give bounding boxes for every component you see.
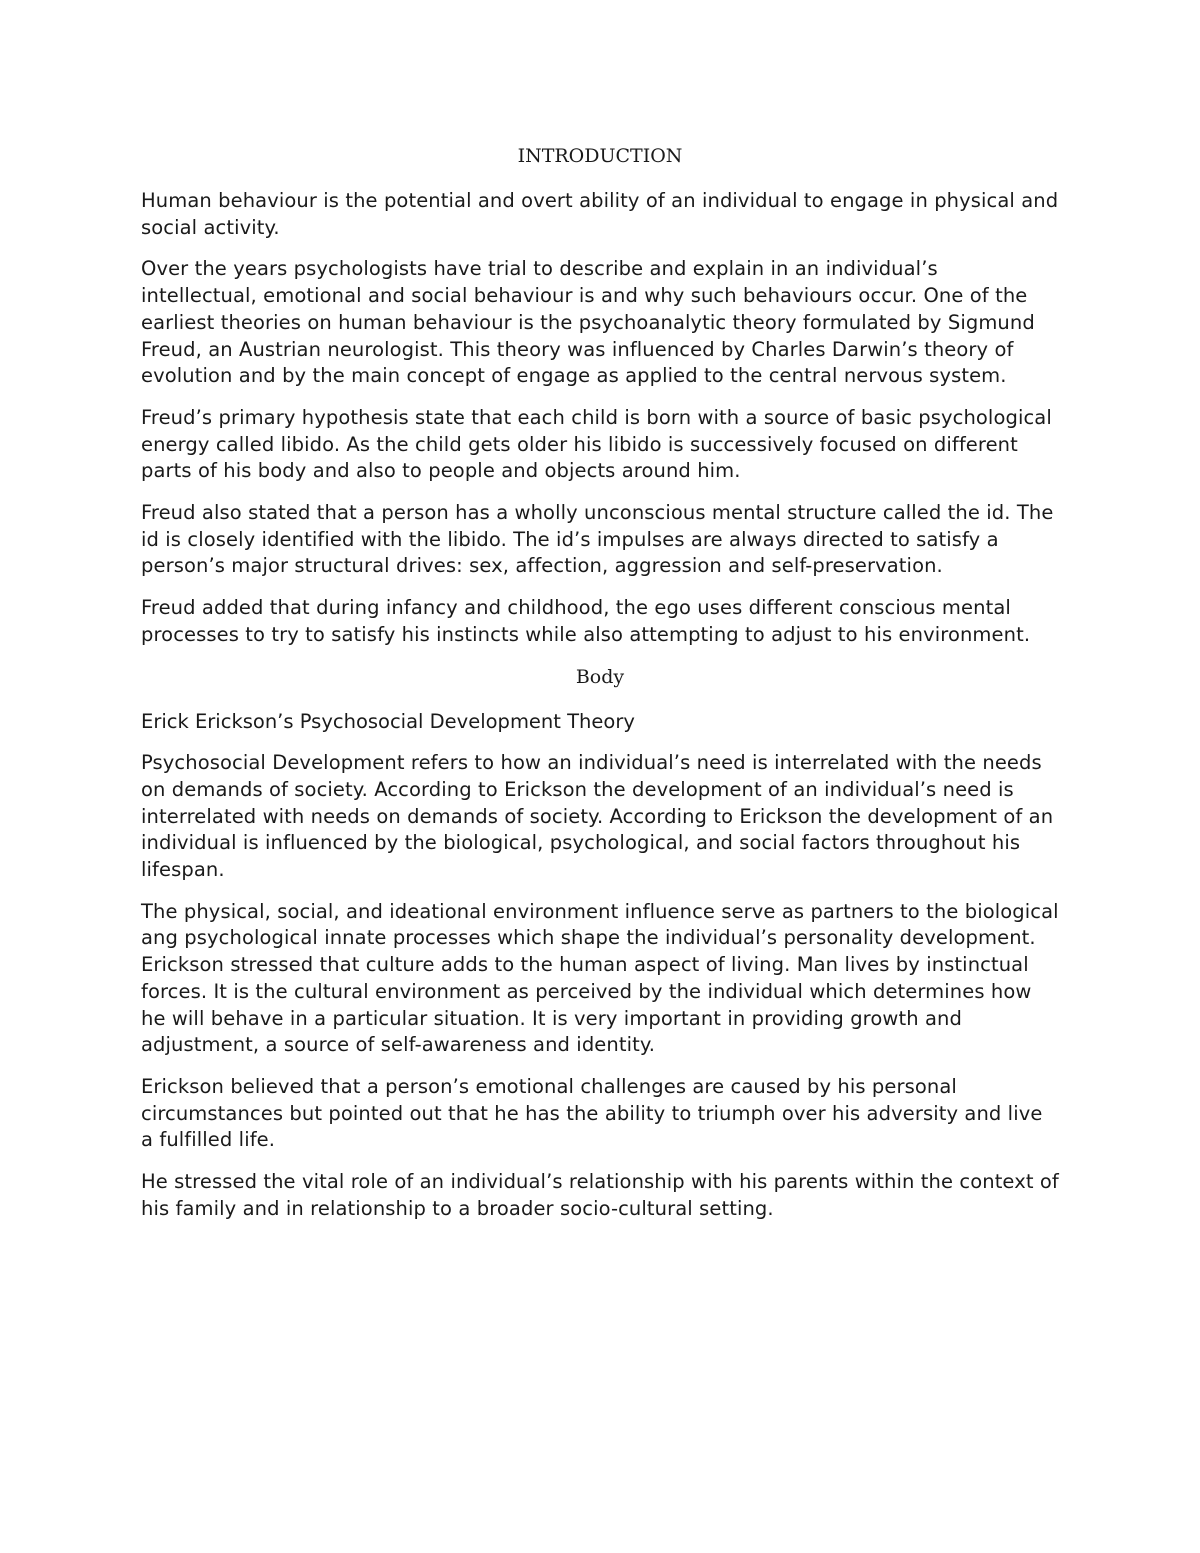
document-page — [141, 143, 1059, 1238]
intro-paragraph-4: Freud also stated that a person has a wholly unconscious mental structure called the id. The id is closely identified with the libido. The id’s impulses are always directed to satisfy a person’s major structural drives: sex, affection, aggression and self-preservation. — [141, 501, 1054, 578]
body-heading: Body — [575, 665, 625, 688]
intro-paragraph-5: Freud added that during infancy and childhood, the ego uses different conscious mental processes to try to satisfy his instincts while also attempting to adjust to his environment. — [141, 596, 1031, 646]
body-paragraph-4: He stressed the vital role of an individual’s relationship with his parents within the context of his family and in relationship to a broader socio-cultural setting. — [141, 1170, 1059, 1220]
intro-paragraph-1: Human behaviour is the potential and overt ability of an individual to engage in physical and social activity. — [141, 189, 1059, 239]
body-paragraph-2: The physical, social, and ideational environment influence serve as partners to the biological ang psychological innate processes which shape the individual’s personality development. Erickson stressed that culture adds to the human aspect of living. Man lives by instinctual forces. It is the cultural environment as perceived by the individual which determines how he will behave in a particular situation. It is very important in providing growth and adjustment, a source of self-awareness and identity. — [141, 899, 1059, 1057]
intro-paragraph-2: Over the years psychologists have trial to describe and explain in an individual’s intellectual, emotional and social behaviour is and why such behaviours occur. One of the earliest theories on human behaviour is the psychoanalytic theory formulated by Sigmund Freud, an Austrian neurologist. This theory was influenced by Charles Darwin’s theory of evolution and by the main concept of engage as applied to the central nervous system. — [141, 257, 1035, 388]
introduction-heading: INTRODUCTION — [517, 145, 683, 167]
theory-subheading: Erick Erickson’s Psychosocial Development Theory — [141, 709, 635, 733]
intro-paragraph-3: Freud’s primary hypothesis state that each child is born with a source of basic psychological energy called libido. As the child gets older his libido is successively focused on different parts of his body and also to people and objects around him. — [141, 405, 1052, 483]
body-paragraph-1: Psychosocial Development refers to how an individual’s need is interrelated with the needs on demands of society. According to Erickson the development of an individual’s need is interrelated with needs on demands of society. According to Erickson the development of an individual is influenced by the biological, psychological, and social factors throughout his lifespan. — [141, 751, 1054, 882]
body-paragraph-3: Erickson believed that a person’s emotional challenges are caused by his personal circumstances but pointed out that he has the ability to triumph over his adversity and live a fulfilled life. — [141, 1074, 1043, 1152]
